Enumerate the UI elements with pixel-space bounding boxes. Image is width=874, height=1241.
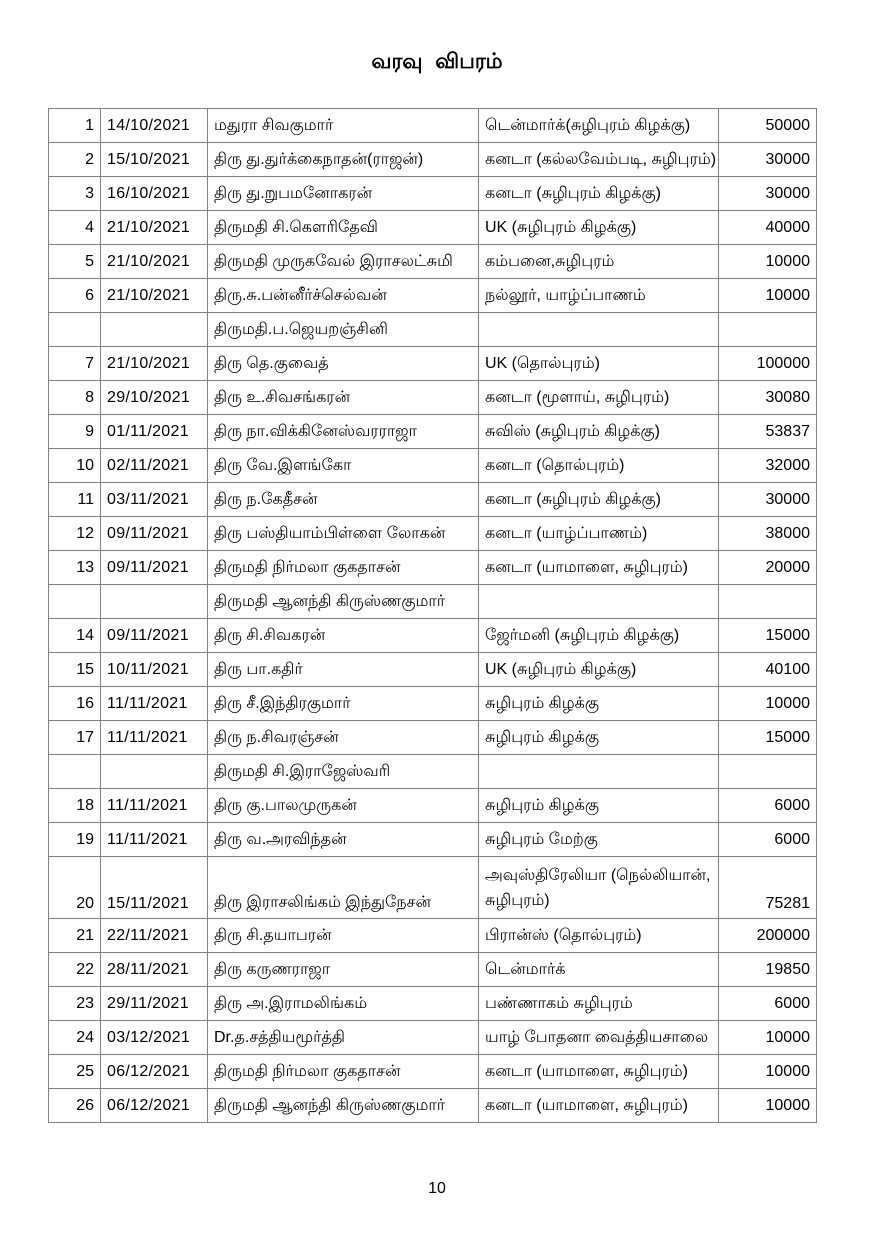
serial-cell — [49, 313, 101, 347]
place-cell: UK (சுழிபுரம் கிழக்கு) — [479, 211, 719, 245]
name-cell: திருமதி சி.இராஜேஸ்வரி — [208, 755, 479, 789]
serial-cell: 17 — [49, 721, 101, 755]
name-cell: திரு சி.சிவகரன் — [208, 619, 479, 653]
place-cell: கம்பனை,சுழிபுரம் — [479, 245, 719, 279]
table-row — [49, 987, 817, 1021]
place-cell: கனடா (யாழ்ப்பாணம்) — [479, 517, 719, 551]
place-cell: ஜேர்மனி (சுழிபுரம் கிழக்கு) — [479, 619, 719, 653]
serial-cell: 7 — [49, 347, 101, 381]
date-cell: 09/11/2021 — [101, 517, 208, 551]
place-cell: UK (சுழிபுரம் கிழக்கு) — [479, 653, 719, 687]
date-cell: 29/10/2021 — [101, 381, 208, 415]
table-row — [49, 381, 817, 415]
table-row — [49, 721, 817, 755]
place-cell: அவுஸ்திரேலியா (நெல்லியான், சுழிபுரம்) — [479, 857, 719, 919]
place-cell: டென்மார்க்(சுழிபுரம் கிழக்கு) — [479, 109, 719, 143]
place-cell: கனடா (கல்லவேம்படி, சுழிபுரம்) — [479, 143, 719, 177]
place-cell: நல்லூர், யாழ்ப்பாணம் — [479, 279, 719, 313]
serial-cell: 8 — [49, 381, 101, 415]
date-cell: 06/12/2021 — [101, 1055, 208, 1089]
amount-cell: 10000 — [719, 245, 817, 279]
name-cell: திரு சீ.இந்திரகுமார் — [208, 687, 479, 721]
table-row — [49, 585, 817, 619]
page-number: 10 — [428, 1180, 446, 1197]
date-cell — [101, 585, 208, 619]
table-row — [49, 551, 817, 585]
page-title: வரவு விபரம் — [371, 50, 503, 73]
place-cell: சுழிபுரம் கிழக்கு — [479, 721, 719, 755]
date-cell: 11/11/2021 — [101, 687, 208, 721]
date-cell: 21/10/2021 — [101, 245, 208, 279]
table-row — [49, 1055, 817, 1089]
date-cell: 03/11/2021 — [101, 483, 208, 517]
amount-cell: 100000 — [719, 347, 817, 381]
serial-cell: 4 — [49, 211, 101, 245]
amount-cell: 200000 — [719, 919, 817, 953]
place-cell: சுழிபுரம் கிழக்கு — [479, 789, 719, 823]
place-cell: கனடா (சுழிபுரம் கிழக்கு) — [479, 177, 719, 211]
serial-cell: 26 — [49, 1089, 101, 1123]
table-row — [49, 1089, 817, 1123]
table-row — [49, 143, 817, 177]
amount-cell: 6000 — [719, 789, 817, 823]
name-cell: திருமதி சி.கௌரிதேவி — [208, 211, 479, 245]
date-cell: 21/10/2021 — [101, 347, 208, 381]
name-cell: திரு பஸ்தியாம்பிள்ளை லோகன் — [208, 517, 479, 551]
table-row — [49, 823, 817, 857]
place-cell — [479, 755, 719, 789]
name-cell: திருமதி முருகவேல் இராசலட்சுமி — [208, 245, 479, 279]
date-cell: 09/11/2021 — [101, 551, 208, 585]
amount-cell — [719, 755, 817, 789]
name-cell: திரு வே.இளங்கோ — [208, 449, 479, 483]
place-cell: யாழ் போதனா வைத்தியசாலை — [479, 1021, 719, 1055]
table-row — [49, 755, 817, 789]
name-cell: திரு து.றுபமனோகரன் — [208, 177, 479, 211]
serial-cell — [49, 755, 101, 789]
table-row — [49, 449, 817, 483]
table-row — [49, 619, 817, 653]
date-cell: 06/12/2021 — [101, 1089, 208, 1123]
name-cell: திரு நா.விக்கினேஸ்வரராஜா — [208, 415, 479, 449]
amount-cell: 10000 — [719, 687, 817, 721]
name-cell: திருமதி ஆனந்தி கிருஸ்ணகுமார் — [208, 585, 479, 619]
name-cell: திரு வ.அரவிந்தன் — [208, 823, 479, 857]
name-cell: திருமதி நிர்மலா குகதாசன் — [208, 1055, 479, 1089]
amount-cell: 6000 — [719, 987, 817, 1021]
date-cell: 21/10/2021 — [101, 279, 208, 313]
name-cell: திருமதி.ப.ஜெயறஞ்சினி — [208, 313, 479, 347]
name-cell: திரு ந.கேதீசன் — [208, 483, 479, 517]
serial-cell: 14 — [49, 619, 101, 653]
table-row — [49, 211, 817, 245]
amount-cell: 30000 — [719, 483, 817, 517]
serial-cell: 6 — [49, 279, 101, 313]
place-cell: சுழிபுரம் மேற்கு — [479, 823, 719, 857]
table-row — [49, 1021, 817, 1055]
serial-cell: 25 — [49, 1055, 101, 1089]
date-cell: 15/10/2021 — [101, 143, 208, 177]
table-row — [49, 313, 817, 347]
amount-cell: 10000 — [719, 1055, 817, 1089]
amount-cell: 19850 — [719, 953, 817, 987]
date-cell: 16/10/2021 — [101, 177, 208, 211]
date-cell: 10/11/2021 — [101, 653, 208, 687]
table-row — [49, 789, 817, 823]
date-cell: 21/10/2021 — [101, 211, 208, 245]
amount-cell — [719, 585, 817, 619]
name-cell: மதுரா சிவகுமார் — [208, 109, 479, 143]
table-row — [49, 483, 817, 517]
place-cell: சுழிபுரம் கிழக்கு — [479, 687, 719, 721]
amount-cell: 30000 — [719, 143, 817, 177]
table-row — [49, 279, 817, 313]
serial-cell: 12 — [49, 517, 101, 551]
amount-cell: 40000 — [719, 211, 817, 245]
place-cell: கனடா (சுழிபுரம் கிழக்கு) — [479, 483, 719, 517]
amount-cell: 30080 — [719, 381, 817, 415]
date-cell: 03/12/2021 — [101, 1021, 208, 1055]
name-cell: திரு பா.கதிர் — [208, 653, 479, 687]
place-cell: கனடா (யாமாளை, சுழிபுரம்) — [479, 1055, 719, 1089]
name-cell: திரு இராசலிங்கம் இந்துநேசன் — [208, 857, 479, 919]
name-cell: திரு ந.சிவரஞ்சன் — [208, 721, 479, 755]
date-cell — [101, 755, 208, 789]
name-cell: திருமதி நிர்மலா குகதாசன் — [208, 551, 479, 585]
serial-cell: 23 — [49, 987, 101, 1021]
amount-cell: 32000 — [719, 449, 817, 483]
place-cell: UK (தொல்புரம்) — [479, 347, 719, 381]
date-cell: 11/11/2021 — [101, 823, 208, 857]
amount-cell: 53837 — [719, 415, 817, 449]
date-cell: 29/11/2021 — [101, 987, 208, 1021]
amount-cell: 10000 — [719, 1089, 817, 1123]
table-row — [49, 953, 817, 987]
place-cell: கனடா (யாமாளை, சுழிபுரம்) — [479, 551, 719, 585]
table-row — [49, 415, 817, 449]
serial-cell: 3 — [49, 177, 101, 211]
table-row — [49, 109, 817, 143]
serial-cell: 22 — [49, 953, 101, 987]
date-cell: 28/11/2021 — [101, 953, 208, 987]
serial-cell: 21 — [49, 919, 101, 953]
serial-cell: 15 — [49, 653, 101, 687]
serial-cell: 18 — [49, 789, 101, 823]
date-cell: 11/11/2021 — [101, 789, 208, 823]
serial-cell: 19 — [49, 823, 101, 857]
date-cell: 22/11/2021 — [101, 919, 208, 953]
place-cell — [479, 585, 719, 619]
date-cell: 14/10/2021 — [101, 109, 208, 143]
place-cell: கனடா (யாமாளை, சுழிபுரம்) — [479, 1089, 719, 1123]
name-cell: திரு.சு.பன்னீர்ச்செல்வன் — [208, 279, 479, 313]
serial-cell — [49, 585, 101, 619]
amount-cell: 20000 — [719, 551, 817, 585]
date-cell: 11/11/2021 — [101, 721, 208, 755]
serial-cell: 20 — [49, 857, 101, 919]
place-cell: கனடா (தொல்புரம்) — [479, 449, 719, 483]
serial-cell: 13 — [49, 551, 101, 585]
place-cell — [479, 313, 719, 347]
table-row — [49, 245, 817, 279]
amount-cell: 40100 — [719, 653, 817, 687]
amount-cell: 10000 — [719, 279, 817, 313]
table-row — [49, 919, 817, 953]
amount-cell: 50000 — [719, 109, 817, 143]
date-cell: 02/11/2021 — [101, 449, 208, 483]
date-cell — [101, 313, 208, 347]
amount-cell: 10000 — [719, 1021, 817, 1055]
table-row — [49, 653, 817, 687]
name-cell: திரு கருணராஜா — [208, 953, 479, 987]
name-cell: திரு தெ.குவைத் — [208, 347, 479, 381]
name-cell: திரு கு.பாலமுருகன் — [208, 789, 479, 823]
serial-cell: 1 — [49, 109, 101, 143]
name-cell: திருமதி ஆனந்தி கிருஸ்ணகுமார் — [208, 1089, 479, 1123]
table-row — [49, 177, 817, 211]
date-cell: 09/11/2021 — [101, 619, 208, 653]
date-cell: 15/11/2021 — [101, 857, 208, 919]
income-table-body — [49, 109, 817, 1123]
table-row — [49, 687, 817, 721]
name-cell: திரு உ.சிவசங்கரன் — [208, 381, 479, 415]
serial-cell: 5 — [49, 245, 101, 279]
serial-cell: 9 — [49, 415, 101, 449]
serial-cell: 2 — [49, 143, 101, 177]
place-cell: பண்ணாகம் சுழிபுரம் — [479, 987, 719, 1021]
table-row — [49, 517, 817, 551]
serial-cell: 16 — [49, 687, 101, 721]
name-cell: திரு அ.இராமலிங்கம் — [208, 987, 479, 1021]
name-cell: திரு சி.தயாபரன் — [208, 919, 479, 953]
income-table — [48, 108, 817, 1123]
name-cell: திரு து.துர்க்கைநாதன்(ராஜன்) — [208, 143, 479, 177]
serial-cell: 24 — [49, 1021, 101, 1055]
amount-cell: 38000 — [719, 517, 817, 551]
place-cell: கனடா (மூளாய், சுழிபுரம்) — [479, 381, 719, 415]
table-row — [49, 347, 817, 381]
amount-cell: 15000 — [719, 721, 817, 755]
table-row — [49, 857, 817, 919]
amount-cell: 30000 — [719, 177, 817, 211]
place-cell: டென்மார்க் — [479, 953, 719, 987]
serial-cell: 11 — [49, 483, 101, 517]
amount-cell: 6000 — [719, 823, 817, 857]
name-cell: Dr.த.சத்தியமூர்த்தி — [208, 1021, 479, 1055]
place-cell: பிரான்ஸ் (தொல்புரம்) — [479, 919, 719, 953]
serial-cell: 10 — [49, 449, 101, 483]
amount-cell: 15000 — [719, 619, 817, 653]
place-cell: சுவிஸ் (சுழிபுரம் கிழக்கு) — [479, 415, 719, 449]
date-cell: 01/11/2021 — [101, 415, 208, 449]
amount-cell — [719, 313, 817, 347]
amount-cell: 75281 — [719, 857, 817, 919]
